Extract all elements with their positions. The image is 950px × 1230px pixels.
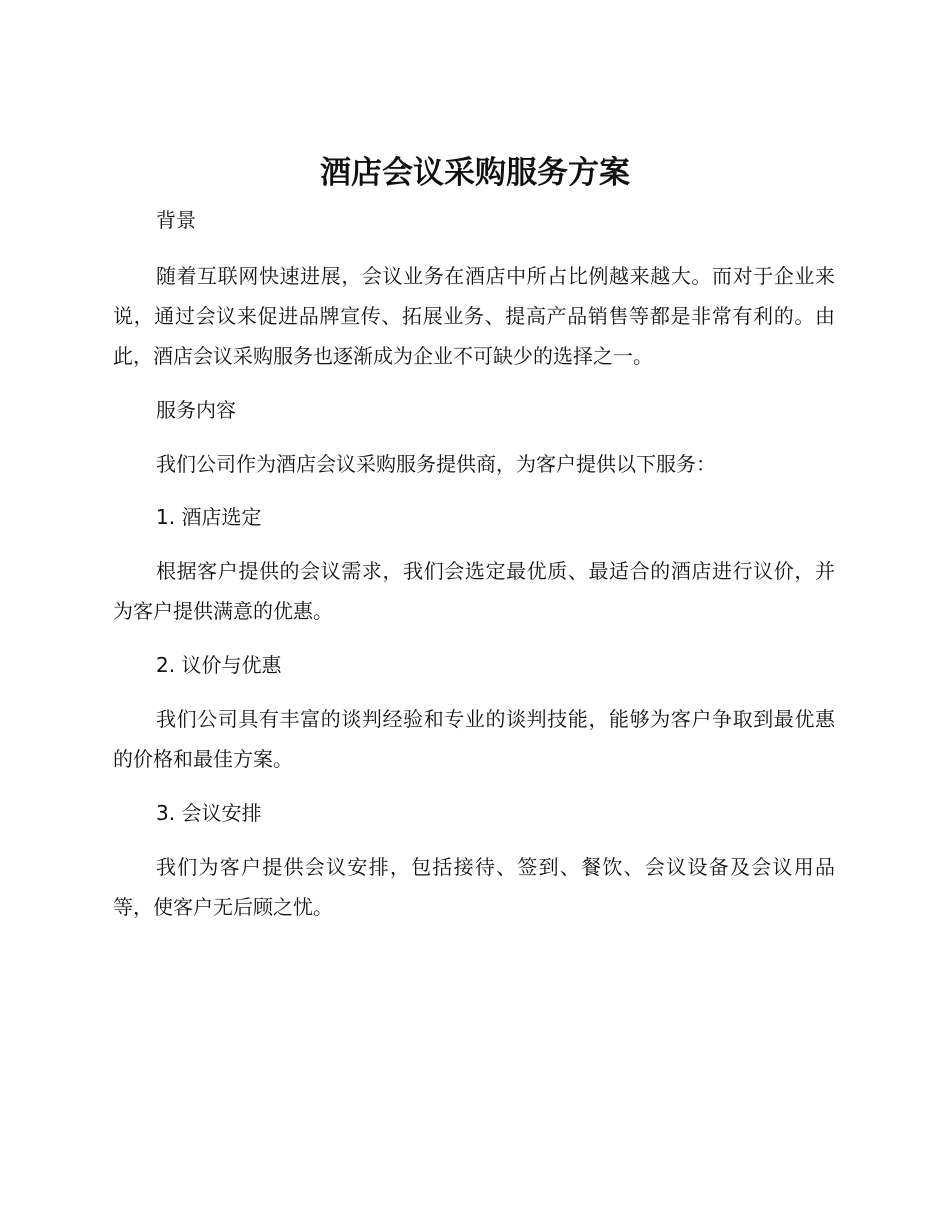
item-heading-meeting-arrangement: 3. 会议安排: [156, 801, 262, 825]
paragraph-meeting-arrangement: 我们为客户提供会议安排，包括接待、签到、餐饮、会议设备及会议用品等，使客户无后顾之忧。: [113, 855, 835, 919]
section-heading-service: 服务内容: [156, 398, 236, 422]
item-heading-negotiation: 2. 议价与优惠: [156, 653, 282, 677]
section-heading-background: 背景: [156, 208, 196, 232]
paragraph-hotel-selection: 根据客户提供的会议需求，我们会选定最优质、最适合的酒店进行议价，并为客户提供满意的优惠。: [113, 559, 835, 623]
paragraph-negotiation: 我们公司具有丰富的谈判经验和专业的谈判技能，能够为客户争取到最优惠的价格和最佳方案。: [113, 707, 835, 771]
paragraph-service-intro: 我们公司作为酒店会议采购服务提供商，为客户提供以下服务：: [156, 452, 716, 476]
item-heading-hotel-selection: 1. 酒店选定: [156, 505, 262, 529]
paragraph-background: 随着互联网快速进展，会议业务在酒店中所占比例越来越大。而对于企业来说，通过会议来促进品牌宣传、拓展业务、提高产品销售等都是非常有利的。由此，酒店会议采购服务也逐渐成为企业不可缺少的选择之一。: [113, 264, 835, 368]
document-body: [113, 200, 835, 927]
document-title: 酒店会议采购服务方案: [320, 155, 630, 191]
